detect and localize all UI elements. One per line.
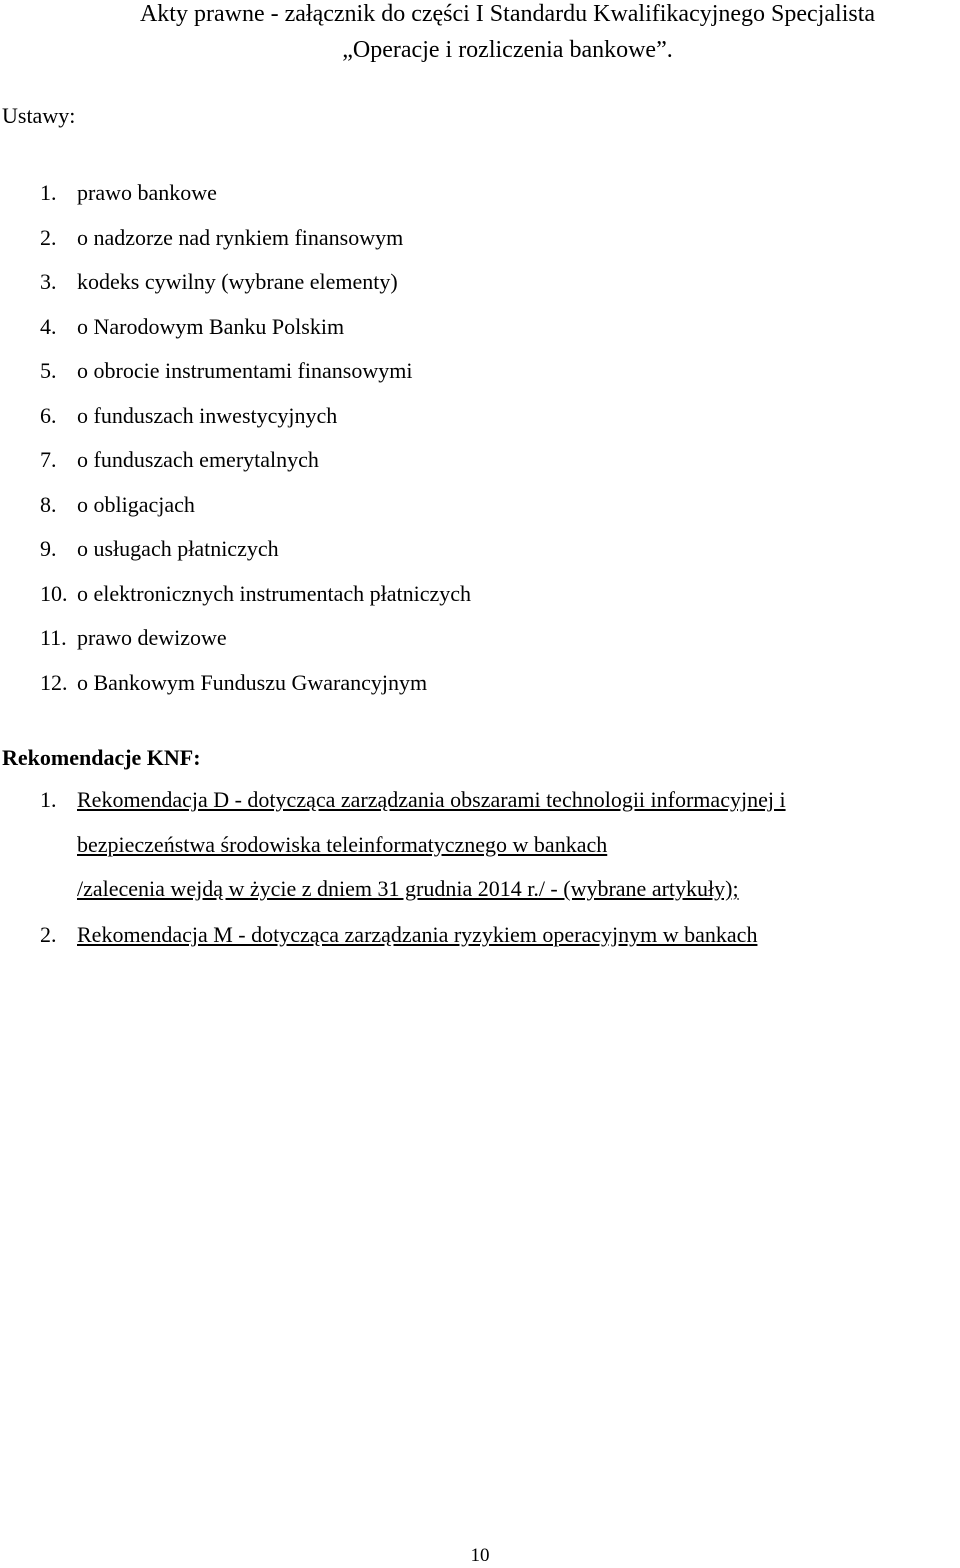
list-item-link[interactable] bbox=[77, 913, 757, 958]
document-title-line-1: Akty prawne - załącznik do części I Standardu Kwalifikacyjnego Specjalista bbox=[139, 1, 876, 27]
document-title-line-2: „Operacje i rozliczenia bankowe”. bbox=[342, 37, 673, 63]
list-item-number: 11. bbox=[40, 625, 67, 650]
list-item-number: 8. bbox=[40, 491, 57, 517]
list-item-text: o Narodowym Banku Polskim bbox=[77, 313, 345, 339]
list-item-text-line: Rekomendacja M - dotycząca zarządzania ryzykiem operacyjnym w bankach bbox=[77, 922, 758, 947]
document-title bbox=[55, 0, 960, 68]
list-item-text: o funduszach emerytalnych bbox=[77, 447, 319, 472]
list-item-number: 3. bbox=[40, 269, 57, 294]
list-item-number: 5. bbox=[40, 358, 57, 383]
list-item-text: o nadzorze nad rynkiem finansowym bbox=[77, 224, 404, 250]
list-item-number: 7. bbox=[40, 447, 57, 472]
list-item-text: o obrocie instrumentami finansowymi bbox=[77, 358, 413, 383]
list-item-number: 6. bbox=[40, 402, 57, 428]
rekomendacje-heading: Rekomendacje KNF: bbox=[2, 745, 201, 770]
list-item-number: 1. bbox=[40, 180, 57, 205]
ustawy-heading: Ustawy: bbox=[2, 103, 76, 128]
list-item-number: 4. bbox=[40, 313, 57, 339]
list-item-text-line: /zalecenia wejdą w życie z dniem 31 grudnia 2014 r./ - (wybrane artykuły); bbox=[77, 876, 739, 901]
list-item-number: 10. bbox=[40, 580, 68, 606]
list-item-number: 9. bbox=[40, 536, 57, 561]
list-item-text: o elektronicznych instrumentach płatniczych bbox=[77, 580, 472, 606]
list-item-text-line: bezpieczeństwa środowiska teleinformatycznego w bankach bbox=[77, 831, 608, 857]
list-item-text-line: Rekomendacja D - dotycząca zarządzania obszarami technologii informacyjnej i bbox=[77, 787, 786, 812]
page-number: 10 bbox=[470, 1545, 490, 1566]
list-item-text: kodeks cywilny (wybrane elementy) bbox=[77, 269, 398, 294]
list-item-text: prawo bankowe bbox=[77, 180, 217, 205]
list-item-number: 2. bbox=[40, 224, 57, 250]
list-item-number: 1. bbox=[40, 787, 57, 812]
list-item-text: prawo dewizowe bbox=[77, 625, 227, 650]
list-item-number: 12. bbox=[40, 669, 68, 695]
list-item-number: 2. bbox=[40, 922, 57, 947]
list-item-text: o obligacjach bbox=[77, 491, 195, 517]
list-item-text: o funduszach inwestycyjnych bbox=[77, 402, 338, 428]
list-item-link[interactable] bbox=[77, 778, 786, 912]
list-item-text: o usługach płatniczych bbox=[77, 536, 279, 561]
list-item-text: o Bankowym Funduszu Gwarancyjnym bbox=[77, 669, 428, 695]
